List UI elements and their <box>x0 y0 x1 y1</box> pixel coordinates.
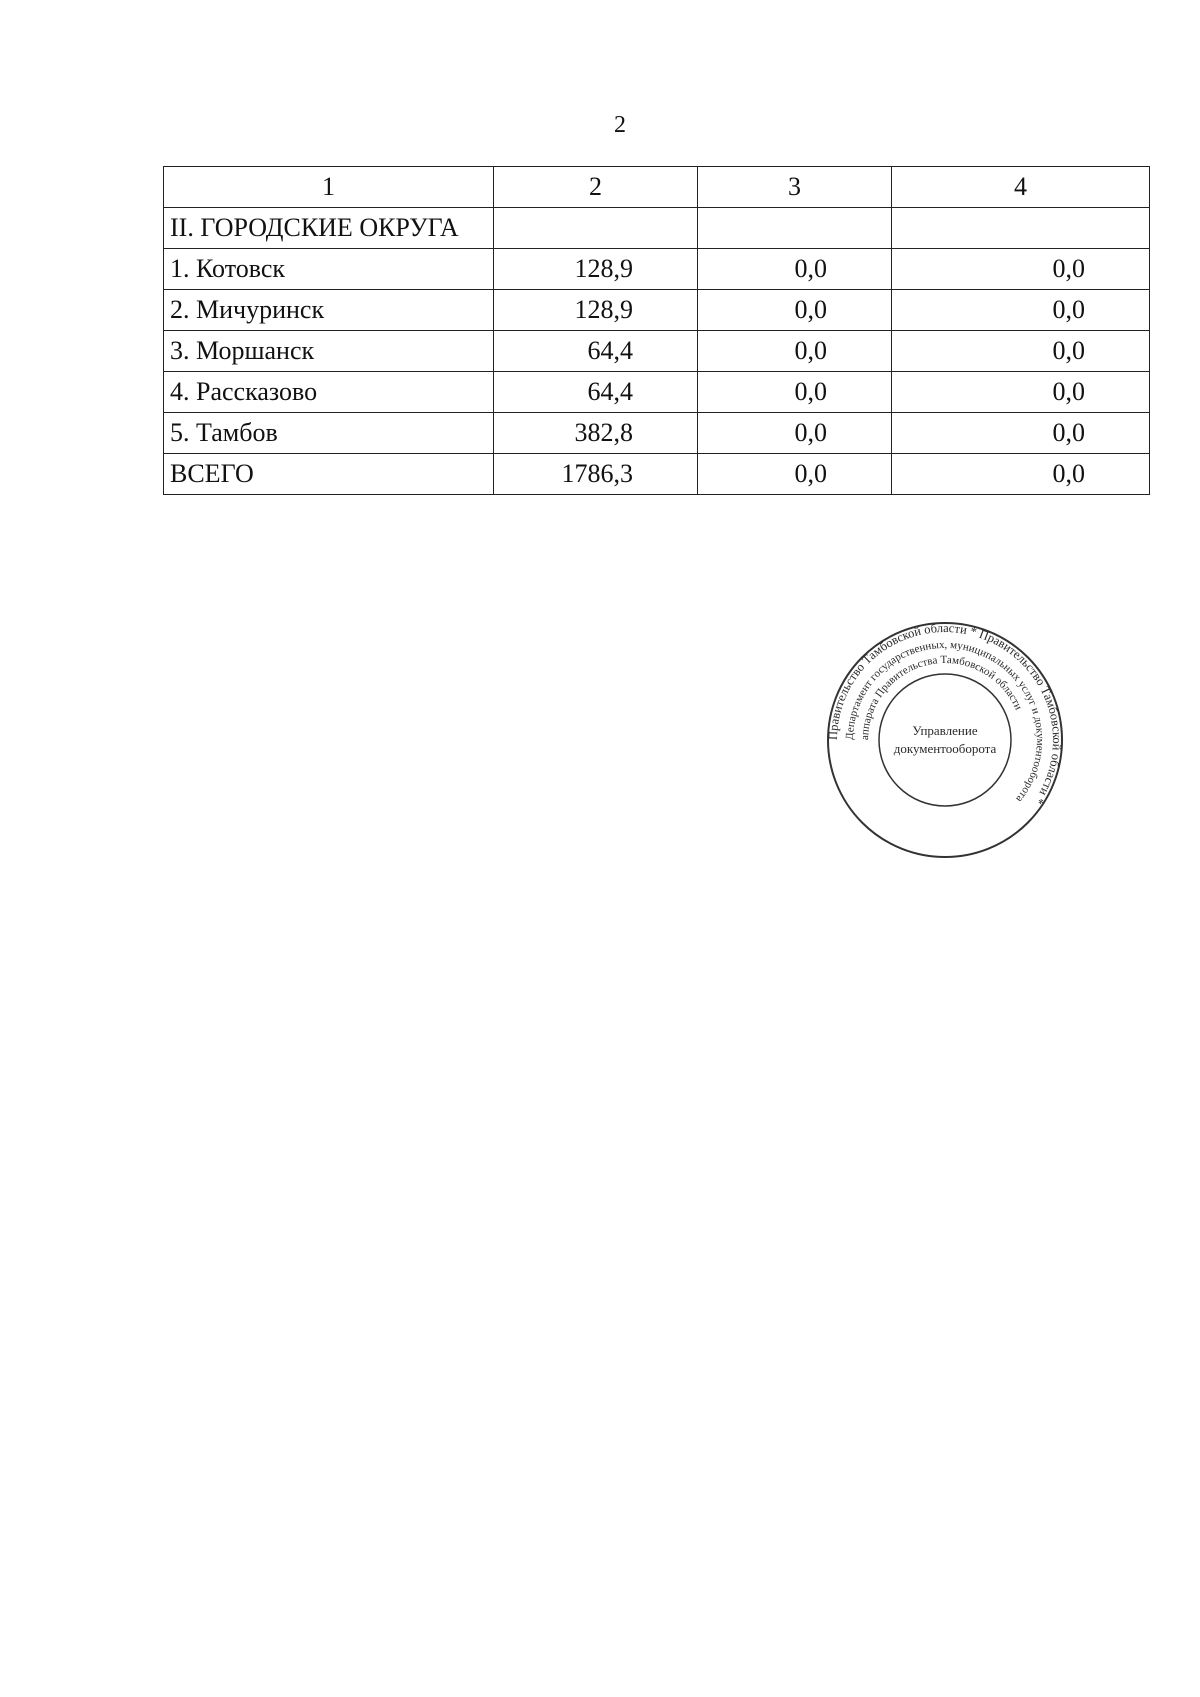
row-value-col4: 0,0 <box>892 331 1150 372</box>
row-value-col3: 0,0 <box>698 331 892 372</box>
row-name: 5. Тамбов <box>164 413 494 454</box>
row-value-col2: 128,9 <box>494 290 698 331</box>
row-value-col3: 0,0 <box>698 413 892 454</box>
official-stamp <box>825 620 1065 860</box>
table-row <box>164 413 1150 454</box>
row-value-col3: 0,0 <box>698 249 892 290</box>
row-name: 3. Моршанск <box>164 331 494 372</box>
table-row <box>164 372 1150 413</box>
row-value-col2: 64,4 <box>494 331 698 372</box>
table-cell <box>892 208 1150 249</box>
row-value-col4: 0,0 <box>892 249 1150 290</box>
stamp-inner-ring <box>879 674 1011 806</box>
total-row <box>164 454 1150 495</box>
table-header-cell: 4 <box>892 167 1150 208</box>
data-table <box>163 166 1150 495</box>
total-label: ВСЕГО <box>164 454 494 495</box>
table-row <box>164 249 1150 290</box>
total-value-col2: 1786,3 <box>494 454 698 495</box>
row-value-col4: 0,0 <box>892 372 1150 413</box>
table-header-cell: 3 <box>698 167 892 208</box>
table-header-cell: 1 <box>164 167 494 208</box>
row-value-col3: 0,0 <box>698 290 892 331</box>
page-number: 2 <box>614 112 626 138</box>
row-value-col3: 0,0 <box>698 372 892 413</box>
row-name: 2. Мичуринск <box>164 290 494 331</box>
table-header-row <box>164 167 1150 208</box>
stamp-middle-text: Департамент государственных, муниципальных услуг и документооборота <box>843 638 1047 805</box>
table-cell <box>494 208 698 249</box>
table-cell <box>698 208 892 249</box>
row-value-col2: 128,9 <box>494 249 698 290</box>
table-row <box>164 331 1150 372</box>
stamp-outer-text: Правительство Тамбовской области * Правительство Тамбовской области * <box>825 620 1065 807</box>
section-title: II. ГОРОДСКИЕ ОКРУГА <box>164 208 494 249</box>
stamp-center-line1: Управление <box>912 723 978 738</box>
row-value-col2: 64,4 <box>494 372 698 413</box>
row-value-col4: 0,0 <box>892 413 1150 454</box>
stamp-inner-text: аппарата Правительства Тамбовской области <box>858 653 1025 741</box>
table-row <box>164 290 1150 331</box>
row-value-col2: 382,8 <box>494 413 698 454</box>
stamp-center-line2: документооборота <box>893 741 997 756</box>
table-header-cell: 2 <box>494 167 698 208</box>
total-value-col3: 0,0 <box>698 454 892 495</box>
section-title-row <box>164 208 1150 249</box>
total-value-col4: 0,0 <box>892 454 1150 495</box>
row-value-col4: 0,0 <box>892 290 1150 331</box>
row-name: 4. Рассказово <box>164 372 494 413</box>
row-name: 1. Котовск <box>164 249 494 290</box>
